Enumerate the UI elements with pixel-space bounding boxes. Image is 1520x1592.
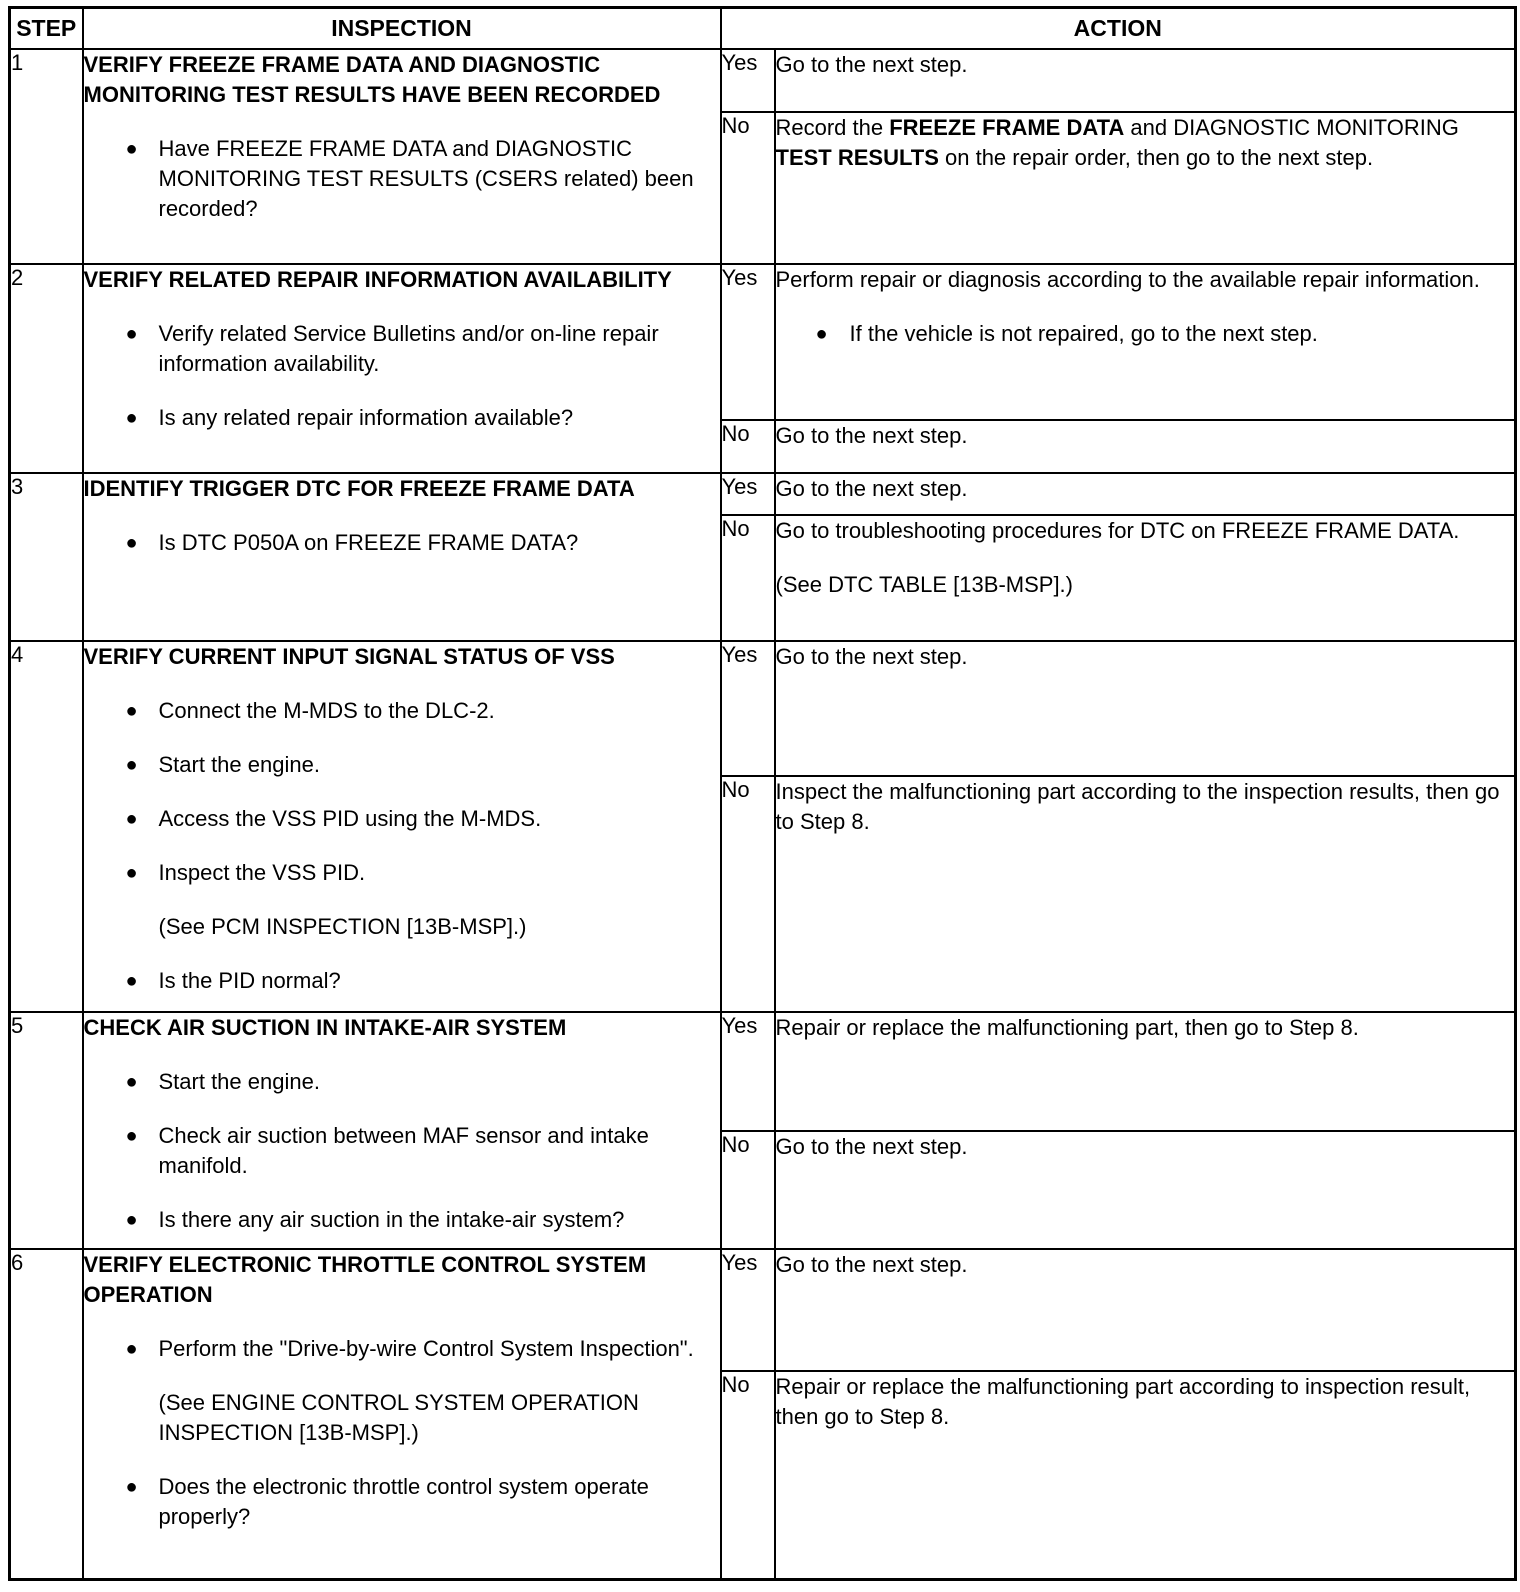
step-2-inspection	[83, 264, 721, 473]
step-number: 6	[10, 1249, 83, 1579]
inspection-bullet: ● Start the engine.	[84, 750, 720, 780]
action-bullet: ● If the vehicle is not repaired, go to the next step.	[776, 319, 1515, 349]
no-action-note: (See DTC TABLE [13B-MSP].)	[775, 572, 1073, 597]
header-action: ACTION	[721, 8, 1516, 50]
inspection-bullet: ● Is DTC P050A on FREEZE FRAME DATA?	[84, 528, 720, 558]
no-action-text: and DIAGNOSTIC MONITORING	[1124, 115, 1459, 140]
step-number: 2	[10, 264, 83, 473]
no-action	[775, 112, 1516, 264]
yes-label: Yes	[721, 49, 775, 112]
inspection-bullets	[84, 528, 720, 558]
inspection-bullets	[84, 319, 720, 433]
step-title: CHECK AIR SUCTION IN INTAKE-AIR SYSTEM	[83, 1015, 567, 1040]
inspection-bullet: ● Start the engine.	[84, 1067, 720, 1097]
header-row	[10, 8, 1516, 50]
step-title: VERIFY CURRENT INPUT SIGNAL STATUS OF VSS	[83, 644, 615, 669]
inspection-bullets	[84, 134, 720, 224]
inspection-bullet: ● Access the VSS PID using the M-MDS.	[84, 804, 720, 834]
inspection-bullet: ● Verify related Service Bulletins and/or on-line repair information availability.	[84, 319, 720, 379]
inspection-bullet: ● Is any related repair information available?	[84, 403, 720, 433]
inspection-bullets	[84, 1472, 720, 1532]
yes-action: Repair or replace the malfunctioning part, then go to Step 8.	[775, 1012, 1516, 1131]
step-6-inspection	[83, 1249, 721, 1579]
no-label: No	[721, 420, 775, 473]
no-label: No	[721, 776, 775, 1012]
yes-action: Go to the next step.	[775, 1249, 1516, 1371]
no-action	[775, 515, 1516, 641]
step-title: VERIFY ELECTRONIC THROTTLE CONTROL SYSTEM OPERATION	[83, 1252, 647, 1307]
step-title: VERIFY FREEZE FRAME DATA AND DIAGNOSTIC MONITORING TEST RESULTS HAVE BEEN RECORDED	[83, 52, 661, 107]
yes-action-text: Perform repair or diagnosis according to the available repair information.	[775, 267, 1480, 292]
no-action-bold: FREEZE FRAME DATA	[889, 115, 1125, 140]
yes-label: Yes	[721, 1012, 775, 1131]
yes-action	[775, 264, 1516, 420]
inspection-bullets	[84, 1067, 720, 1235]
diagnostic-procedure-table	[8, 6, 1517, 1581]
action-bullets	[776, 319, 1515, 349]
no-action-text: on the repair order, then go to the next step.	[938, 145, 1374, 170]
no-action: Inspect the malfunctioning part according to the inspection results, then go to Step 8.	[775, 776, 1516, 1012]
yes-action: Go to the next step.	[775, 641, 1516, 776]
diagnostic-document	[8, 6, 1514, 1581]
inspection-bullet: ● Is there any air suction in the intake-air system?	[84, 1205, 720, 1235]
bullet-text: Inspect the VSS PID.	[158, 860, 366, 885]
no-action: Go to the next step.	[775, 420, 1516, 473]
header-inspection: INSPECTION	[83, 8, 721, 50]
yes-label: Yes	[721, 264, 775, 420]
no-action: Repair or replace the malfunctioning part according to inspection result, then go to Step 8.	[775, 1371, 1516, 1579]
yes-label: Yes	[721, 1249, 775, 1371]
inspection-bullets	[84, 966, 720, 996]
no-label: No	[721, 1131, 775, 1249]
step-5-inspection	[83, 1012, 721, 1249]
step-number: 5	[10, 1012, 83, 1249]
inspection-note: (See ENGINE CONTROL SYSTEM OPERATION INSPECTION [13B-MSP].)	[158, 1390, 639, 1445]
step-number: 3	[10, 473, 83, 641]
step-1-inspection	[83, 49, 721, 264]
inspection-bullet: ● Check air suction between MAF sensor and intake manifold.	[84, 1121, 720, 1181]
step-3-yes-row	[10, 473, 1516, 515]
step-3-inspection	[83, 473, 721, 641]
step-number: 4	[10, 641, 83, 1012]
inspection-bullet	[84, 858, 720, 888]
yes-action: Go to the next step.	[775, 49, 1516, 112]
header-step: STEP	[10, 8, 83, 50]
inspection-bullet: ● Is the PID normal?	[84, 966, 720, 996]
no-action-bold: TEST RESULTS	[775, 145, 939, 170]
inspection-bullets	[84, 1334, 720, 1364]
step-title: IDENTIFY TRIGGER DTC FOR FREEZE FRAME DATA	[83, 476, 635, 501]
inspection-bullet: ● Perform the "Drive-by-wire Control System Inspection".	[84, 1334, 720, 1364]
step-2-yes-row	[10, 264, 1516, 420]
inspection-bullets	[84, 696, 720, 888]
inspection-bullet: ● Have FREEZE FRAME DATA and DIAGNOSTIC MONITORING TEST RESULTS (CSERS related) been recorded?	[84, 134, 720, 224]
no-action-text: Go to troubleshooting procedures for DTC on FREEZE FRAME DATA.	[775, 518, 1460, 543]
step-1-yes-row	[10, 49, 1516, 112]
yes-action: Go to the next step.	[775, 473, 1516, 515]
inspection-bullet: ● Connect the M-MDS to the DLC-2.	[84, 696, 720, 726]
no-label: No	[721, 112, 775, 264]
no-label: No	[721, 515, 775, 641]
step-number: 1	[10, 49, 83, 264]
yes-label: Yes	[721, 641, 775, 776]
step-4-inspection	[83, 641, 721, 1012]
step-5-yes-row	[10, 1012, 1516, 1131]
step-6-yes-row	[10, 1249, 1516, 1371]
no-action: Go to the next step.	[775, 1131, 1516, 1249]
step-title: VERIFY RELATED REPAIR INFORMATION AVAILABILITY	[83, 267, 672, 292]
step-4-yes-row	[10, 641, 1516, 776]
no-action-text: Record the	[775, 115, 890, 140]
inspection-bullet: ● Does the electronic throttle control system operate properly?	[84, 1472, 720, 1532]
inspection-note: (See PCM INSPECTION [13B-MSP].)	[158, 914, 527, 939]
no-label: No	[721, 1371, 775, 1579]
yes-label: Yes	[721, 473, 775, 515]
